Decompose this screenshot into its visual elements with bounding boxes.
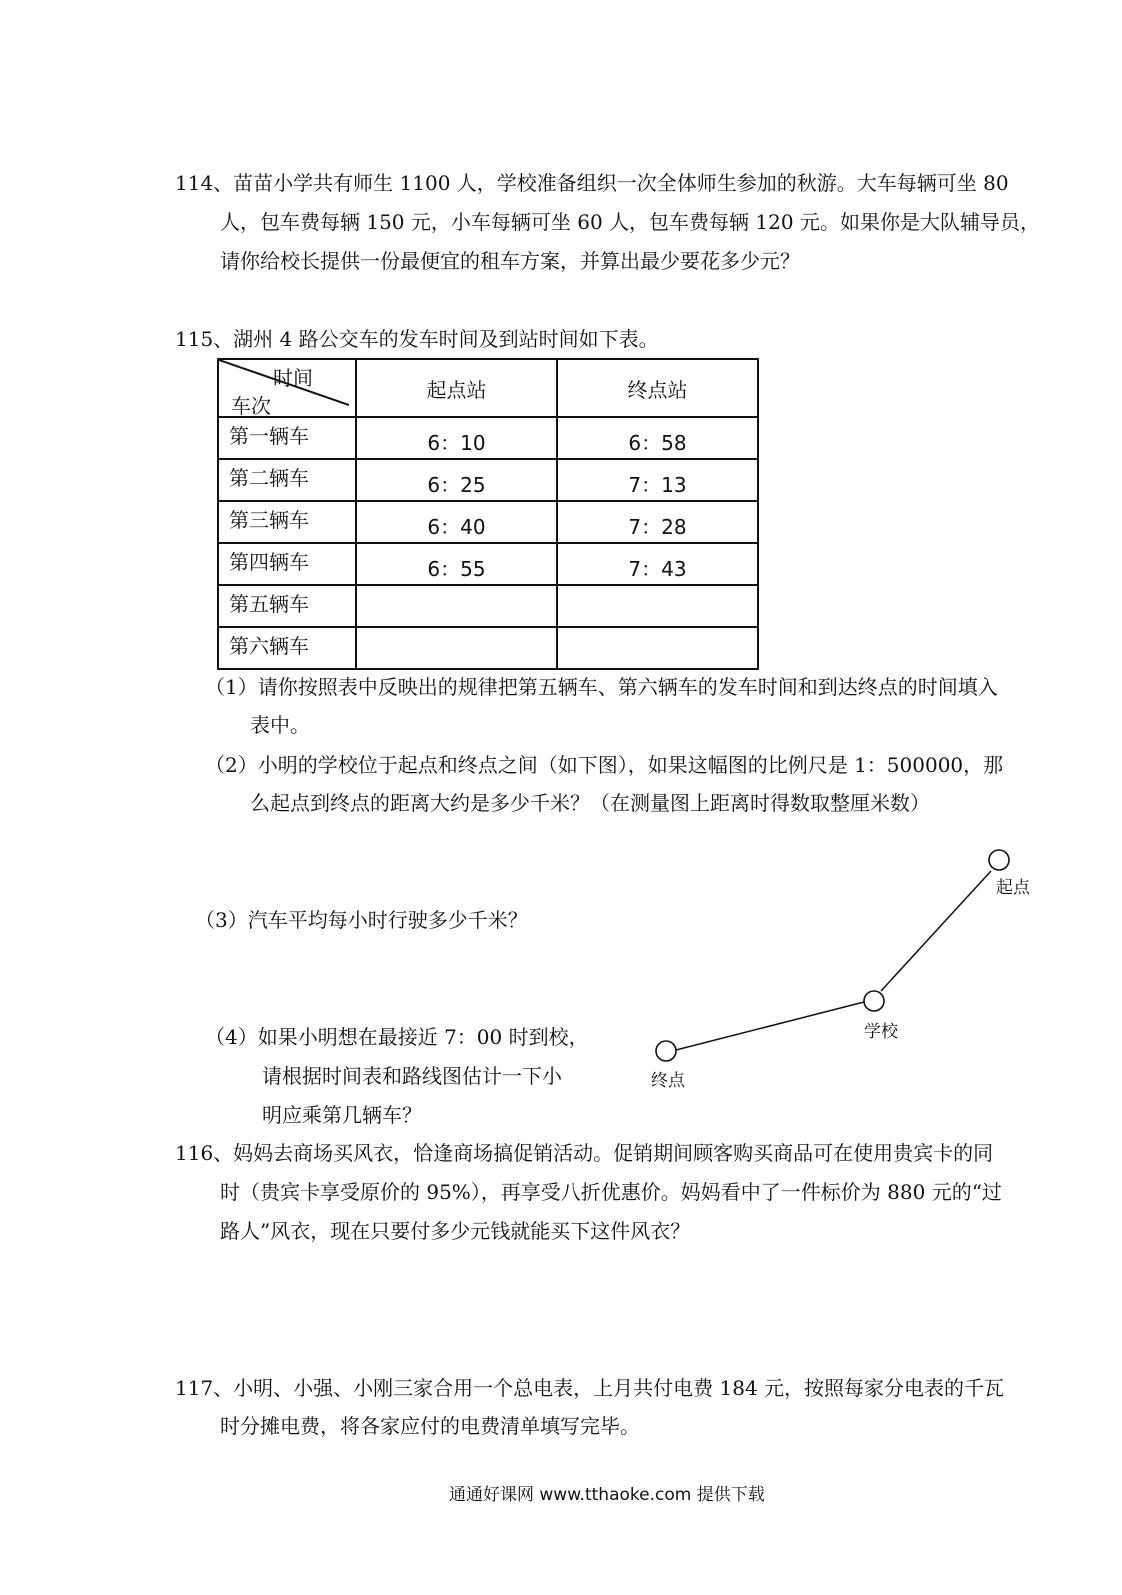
q116-line-2: 时（贵宾卡享受原价的 95%），再享受八折优惠价。妈妈看中了一件标价为 880 元的“过 xyxy=(220,1180,1002,1204)
end-time-blank[interactable] xyxy=(557,627,758,669)
table-row xyxy=(218,417,758,459)
q114-line-2: 人，包车费每辆 150 元，小车每辆可坐 60 人，包车费每辆 120 元。如果你是大队辅导员， xyxy=(220,210,1040,234)
start-time: 6：40 xyxy=(427,515,486,539)
start-time-cell xyxy=(356,543,557,585)
end-time-cell xyxy=(557,543,758,585)
end-time: 7：43 xyxy=(628,557,687,581)
start-time-cell xyxy=(356,501,557,543)
end-time-cell xyxy=(557,417,758,459)
q117-line-1: 117、小明、小强、小刚三家合用一个总电表，上月共付电费 184 元，按照每家分电表的千瓦 xyxy=(175,1376,1005,1400)
row-name xyxy=(218,585,356,627)
header-time: 时间 xyxy=(273,366,313,390)
q116-line-3: 路人”风衣，现在只要付多少元钱就能买下这件风衣？ xyxy=(220,1219,691,1243)
end-time: 7：28 xyxy=(628,515,687,539)
row-name xyxy=(218,459,356,501)
q115-sub4-line-2: 请根据时间表和路线图估计一下小 xyxy=(262,1064,562,1088)
q115-sub3: （3）汽车平均每小时行驶多少千米？ xyxy=(195,908,528,932)
q114-line-3: 请你给校长提供一份最便宜的租车方案，并算出最少要花多少元？ xyxy=(220,249,800,273)
q115-sub4-line-3: 明应乘第几辆车？ xyxy=(262,1103,422,1127)
q115-sub1-line-1: （1）请你按照表中反映出的规律把第五辆车、第六辆车的发车时间和到达终点的时间填入 xyxy=(205,675,998,699)
start-time: 6：55 xyxy=(427,557,486,581)
end-time-blank[interactable] xyxy=(557,585,758,627)
school-marker xyxy=(864,991,884,1011)
end-time: 7：13 xyxy=(628,473,687,497)
end-time-cell xyxy=(557,501,758,543)
page-footer[interactable]: 通通好课网 www.tthaoke.com 提供下载 xyxy=(449,1485,765,1505)
table-corner-cell xyxy=(218,359,356,417)
table-row xyxy=(218,585,758,627)
start-point-label: 起点 xyxy=(996,878,1030,898)
end-time: 6：58 xyxy=(628,431,687,455)
q115-sub4-line-1: （4）如果小明想在最接近 7：00 时到校， xyxy=(205,1025,589,1049)
header-start-station: 起点站 xyxy=(356,359,557,417)
q115-sub2-line-1: （2）小明的学校位于起点和终点之间（如下图），如果这幅图的比例尺是 1：500000，那 xyxy=(205,753,1004,777)
row-name-text: 第二辆车 xyxy=(229,466,309,490)
q115-sub1-line-2: 表中。 xyxy=(250,713,310,737)
row-name-text: 第一辆车 xyxy=(229,424,309,448)
header-end-station: 终点站 xyxy=(557,359,758,417)
start-time-cell xyxy=(356,417,557,459)
route-segment-end-school xyxy=(676,1002,864,1050)
row-name xyxy=(218,627,356,669)
end-point-label: 终点 xyxy=(651,1071,685,1091)
row-name-text: 第三辆车 xyxy=(229,508,309,532)
table-row xyxy=(218,543,758,585)
table-row xyxy=(218,627,758,669)
row-name-text: 第五辆车 xyxy=(229,592,309,616)
table-header-row xyxy=(218,359,758,417)
start-point-marker xyxy=(989,850,1009,870)
row-name xyxy=(218,543,356,585)
row-name-text: 第四辆车 xyxy=(229,550,309,574)
row-name-text: 第六辆车 xyxy=(229,634,309,658)
q116-line-1: 116、妈妈去商场买风衣，恰逢商场搞促销活动。促销期间顾客购买商品可在使用贵宾卡的同 xyxy=(175,1141,994,1165)
q117-line-2: 时分摊电费，将各家应付的电费清单填写完毕。 xyxy=(220,1414,640,1438)
start-time-blank[interactable] xyxy=(356,627,557,669)
row-name xyxy=(218,501,356,543)
q115-sub2-line-2: 么起点到终点的距离大约是多少千米？（在测量图上距离时得数取整厘米数） xyxy=(250,791,930,815)
end-time-cell xyxy=(557,459,758,501)
bus-schedule-table xyxy=(217,358,759,670)
row-name xyxy=(218,417,356,459)
q114-line-1: 114、苗苗小学共有师生 1100 人，学校准备组织一次全体师生参加的秋游。大车每辆可坐 80 xyxy=(175,171,1009,195)
end-point-marker xyxy=(656,1041,676,1061)
route-segment-school-start xyxy=(881,871,991,991)
q115-intro: 115、湖州 4 路公交车的发车时间及到站时间如下表。 xyxy=(175,327,659,351)
start-time-blank[interactable] xyxy=(356,585,557,627)
start-time-cell xyxy=(356,459,557,501)
table-row xyxy=(218,459,758,501)
start-time: 6：25 xyxy=(427,473,486,497)
header-car: 车次 xyxy=(231,394,271,418)
start-time: 6：10 xyxy=(427,431,486,455)
table-row xyxy=(218,501,758,543)
school-label: 学校 xyxy=(864,1022,898,1042)
